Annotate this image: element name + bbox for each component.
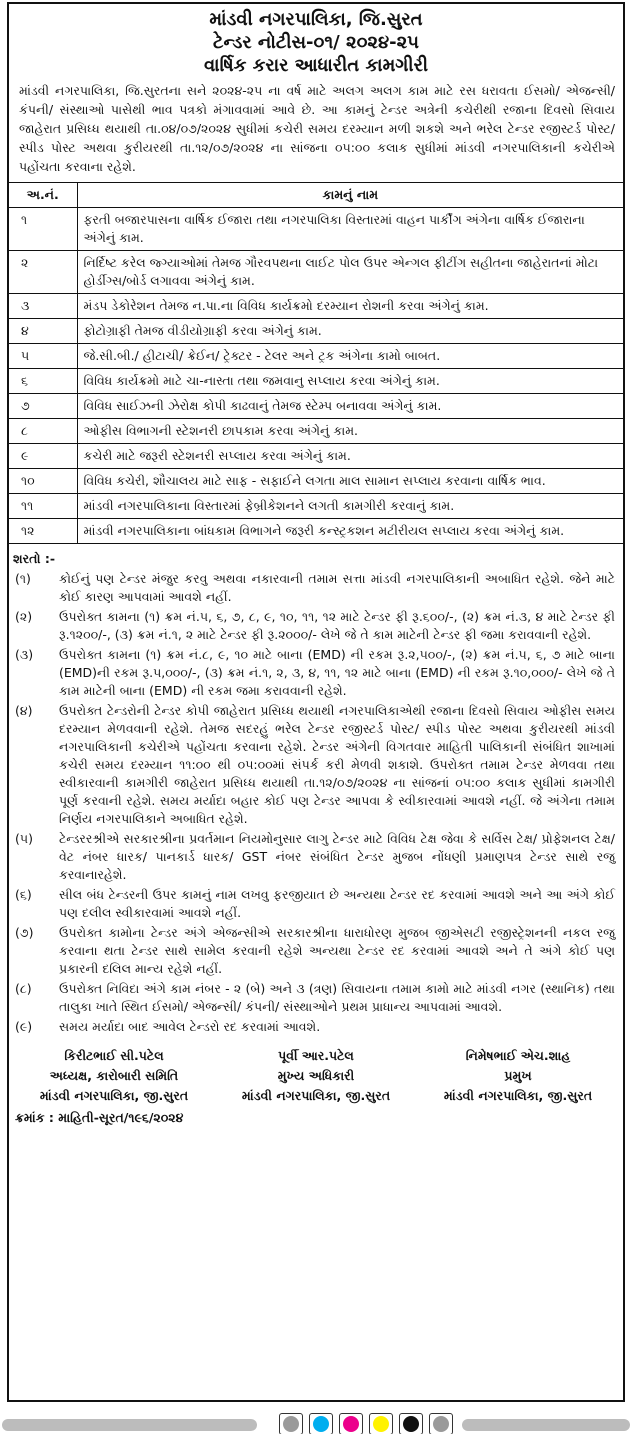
term-item — [13, 608, 615, 644]
term-item — [13, 1018, 615, 1036]
work-number: ૫ — [9, 344, 77, 369]
signatory-org: માંડવી નગરપાલિકા, જી.સુરત — [39, 1088, 189, 1103]
print-bar-right — [462, 1419, 630, 1431]
signatory-name: નિમેષભાઈ એચ.શાહ — [465, 1048, 571, 1063]
signatories — [9, 1042, 623, 1106]
term-number: (૮) — [15, 981, 32, 996]
work-number: ૧૦ — [9, 469, 77, 494]
table-row — [9, 444, 623, 469]
table-row — [9, 369, 623, 394]
term-text: ટેન્ડરરશ્રીએ સરકારશ્રીના પ્રવર્તમાન નિયમોનુસાર લાગુ ટેન્ડર માટે વિવિધ ટેક્ષ જેવા કે સર્વિસ ટેક્ષ/ પ્રોફેશનલ ટેક્ષ/ વેટ નંબર ધારક/ પાનકાર્ડ ધારક/ GST નંબર સંબંધિત ટેન્ડર મુજબ નોંધણી પ્રમાણપત્ર ટેન્ડર સાથે રજુ કરવાનારહેશે. — [59, 831, 615, 882]
work-number: ૧૨ — [9, 519, 77, 544]
table-row — [9, 319, 623, 344]
signatory-name: કિરીટભાઈ સી.પટેલ — [64, 1048, 164, 1063]
reference-number: ક્રમાંક : માહિતી-સૂરત/૧૯૬/૨૦૨૪ — [15, 1110, 184, 1125]
work-number: ૧૧ — [9, 494, 77, 519]
registration-mark — [369, 1413, 393, 1434]
tender-notice-number: ટેન્ડર નોટીસ-૦૧/ ૨૦૨૪-૨૫ — [212, 32, 420, 53]
table-row — [9, 494, 623, 519]
table-row — [9, 344, 623, 369]
term-number: (૯) — [15, 1019, 33, 1034]
work-name: ફરતી બજારપાસના વાર્ષિક ઈજારા તથા નગરપાલિકા વિસ્તારમાં વાહન પાર્કીંગ અંગેના વાર્ષિક ઈજારાના અંગેનું કામ. — [77, 208, 623, 251]
signatory-role: પ્રમુખ — [504, 1068, 532, 1083]
work-number: ૯ — [9, 444, 77, 469]
registration-mark — [399, 1413, 423, 1434]
work-name: કચેરી માટે જરૂરી સ્ટેશનરી સપ્લાય કરવા અંગેનું કામ. — [77, 444, 623, 469]
term-text: ઉપરોક્ત કામના (૧) ક્રમ નં.૮, ૯, ૧૦ માટે બાના (EMD) ની રકમ રૂ.૨,૫૦૦/-, (૨) ક્રમ નં.૫, ૬, ૭ માટે બાના (EMD)ની રકમ રૂ.૫,૦૦૦/-, (૩) ક્રમ નં.૧, ૨, ૩, ૪, ૧૧, ૧૨ માટે બાના (EMD) ની રકમ રૂ.૧૦,૦૦૦/- લેખે જે તે કામ માટેની બાના (EMD) ની રકમ જમા કરાવવાની રહેશે. — [59, 647, 615, 698]
term-item — [13, 924, 615, 978]
term-item — [13, 886, 615, 922]
registration-mark — [429, 1413, 453, 1434]
intro-paragraph: માંડવી નગરપાલિકા, જિ.સુરતના સને ૨૦૨૪-૨૫ ના વર્ષ માટે અલગ અલગ કામ માટે રસ ધરાવતા ઈસમો/ એજન્સી/ કંપની/ સંસ્થાઓ પાસેથી ભાવ પત્રકો મંગાવવામાં આવે છે. આ કામનું ટેન્ડર અત્રેની કચેરીથી રજાના દિવસો સિવાય જાહેરાત પ્રસિધ્ધ થયાથી તા.૦૪/૦૭/૨૦૨૪ સુધીમાં કચેરી સમય દરમ્યાન મળી શકશે અને ભરેલ ટેન્ડર રજીસ્ટર્ડ પોસ્ટ/ સ્પીડ પોસ્ટ અથવા કુરીયરથી તા.૧૨/૦૭/૨૦૨૪ ના સાંજના ૦૫:૦૦ કલાક સુધીમાં માંડવી નગરપાલિકાની કચેરીએ પહોંચતા કરવાના રહેશે. — [19, 83, 615, 174]
color-dot — [313, 1416, 329, 1432]
work-number: ૪ — [9, 319, 77, 344]
signatory-org: માંડવી નગરપાલિકા, જી.સુરત — [443, 1088, 593, 1103]
print-registration-strip — [0, 1410, 632, 1434]
signatory-role: મુખ્ય અધિકારી — [277, 1068, 355, 1083]
color-dot — [373, 1416, 389, 1432]
term-text: ઉપરોક્ત ટેન્ડરોની ટેન્ડર કોપી જાહેરાત પ્રસિધ્ધ થયાથી નગરપાલિકાએથી રજાના દિવસો સિવાય ઓફીસ સમય દરમ્યાન મેળવવાની રહેશે. તેમજ સદરહું ભરેલ ટેન્ડર રજીસ્ટર્ડ પોસ્ટ/ સ્પીડ પોસ્ટ અથવા કુરીયરથી માંડવી નગરપાલિકાની કચેરીએ પહોંચતા કરવાના રહેશે. ટેન્ડર અંગેની વિગતવાર માહિતી પાલિકાની સંબંધિત શાખામાં કચેરી સમય દરમ્યાન ૧૧:૦૦ થી ૦૫:૦૦માં સંપર્ક કરી મેળવી શકાશે. ઉપરોક્ત તમામ ટેન્ડર મેળવવા તથા સ્વીકારવાની કામગીરી જાહેરાત પ્રસિધ્ધ થયાથી તા.૧૨/૦૭/૨૦૨૪ ના સાંજનાં ૦૫:૦૦ કલાક સુધીમાં કામગીરી પૂર્ણ કરવાની રહેશે. સમય મર્યાદા બહાર કોઈ પણ ટેન્ડર આપવા કે સ્વીકારવામાં આવશે નહીં. જે અંગેના તમામ નિર્ણય નગરપાલિકાને અબાધિત રહેશે. — [59, 703, 615, 826]
color-dot — [343, 1416, 359, 1432]
works-table-body — [9, 208, 623, 544]
term-number: (૧) — [15, 571, 31, 586]
table-row — [9, 208, 623, 251]
work-name: વિવિધ કચેરી, શૌચાલય માટે સાફ - સફાઈને લગતા માલ સામાન સપ્લાય કરવાના વાર્ષિક ભાવ. — [77, 469, 623, 494]
work-name: જે.સી.બી./ હીટાચી/ ક્રેઈન/ ટ્રેક્ટર - ટેલર અને ટ્રક અંગેના કામો બાબત. — [77, 344, 623, 369]
term-item — [13, 980, 615, 1016]
signatory-name: પૂર્વી આર.પટેલ — [278, 1048, 354, 1063]
works-table-header — [9, 183, 623, 208]
term-text: કોઈનું પણ ટેન્ડર મંજુર કરવુ અથવા નકારવાની તમામ સત્તા માંડવી નગરપાલિકાની અબાધિત રહેશે. જેને માટે કોઈ કારણ આપવામાં આવશે નહીં. — [59, 571, 615, 604]
term-number: (૪) — [15, 703, 33, 718]
work-name: નિર્દિષ્ટ કરેલ જ્ગ્યાઓમાં તેમજ ગૌરવપથના લાઈટ પોલ ઉપર એન્ગલ ફીટીંગ સહીતના જાહેરાતનાં મોટા હોર્ડીગ્સ/બોર્ડ લગાવવા અંગેનું કામ. — [77, 251, 623, 294]
term-number: (૩) — [15, 647, 34, 662]
term-text: ઉપરોક્ત કામના (૧) ક્રમ નં.૫, ૬, ૭, ૮, ૯, ૧૦, ૧૧, ૧૨ માટે ટેન્ડર ફી રૂ.૬૦૦/-, (૨) ક્રમ નં.૩, ૪ માટે ટેન્ડર ફી રૂ.૧૨૦૦/-, (૩) ક્રમ નં.૧, ૨ માટે ટેન્ડર ફી રૂ.૨૦૦૦/- લેખે જે તે કામ માટેની ટેન્ડર ફી જમા કરાવવાની રહેશે. — [59, 609, 615, 642]
work-name: માંડવી નગરપાલિકાના વિસ્તારમાં ફેબ્રીકેશનને લગતી કામગીરી કરવાનું કામ. — [77, 494, 623, 519]
terms-section — [9, 544, 623, 1042]
work-name: વિવિધ કાર્યક્રમો માટે ચા-નાસ્તા તથા જમવાનુ સપ્લાય કરવા અંગેનું કામ. — [77, 369, 623, 394]
registration-mark — [309, 1413, 333, 1434]
work-number: ૭ — [9, 394, 77, 419]
work-name: માંડવી નગરપાલિકાના બાંધકામ વિભાગને જરૂરી કન્સ્ટ્રકશન મટીરીયલ સપ્લાય કરવા અંગેનું કામ. — [77, 519, 623, 544]
term-text: સમય મર્યાદા બાદ આવેલ ટેન્ડરો રદ કરવામાં આવશે. — [59, 1019, 321, 1034]
work-number: ૩ — [9, 294, 77, 319]
table-row — [9, 394, 623, 419]
term-item — [13, 570, 615, 606]
notice-subject: વાર્ષિક કરાર આધારીત કામગીરી — [203, 55, 429, 76]
notice-heading — [9, 4, 623, 77]
signatory — [13, 1046, 215, 1106]
terms-title: શરતો :- — [13, 551, 56, 566]
signatory — [215, 1046, 417, 1106]
signatory-role: અધ્યક્ષ, કારોબારી સમિતિ — [49, 1068, 179, 1083]
table-row — [9, 519, 623, 544]
term-text: ઉપરોક્ત નિવિદા અંગે કામ નંબર - ૨ (બે) અને ૩ (ત્રણ) સિવાયના તમામ કામો માટે માંડવી નગર (સ્થાનિક) તથા તાલુકા ખાતે સ્થિત ઈસમો/ એજન્સી/ કંપની/ સંસ્થાઓને પ્રથમ પ્રાધાન્ય આપવામાં આવશે. — [59, 981, 615, 1014]
registration-mark — [279, 1413, 303, 1434]
work-number: ૧ — [9, 208, 77, 251]
column-header-work-name: કામનું નામ — [77, 183, 623, 208]
signatory-org: માંડવી નગરપાલિકા, જી.સુરત — [241, 1088, 391, 1103]
work-name: ફોટોગ્રાફી તેમજ વીડીયોગ્રાફી કરવા અંગેનું કામ. — [77, 319, 623, 344]
registration-mark — [339, 1413, 363, 1434]
work-number: ૬ — [9, 369, 77, 394]
signatory — [417, 1046, 619, 1106]
term-number: (૭) — [15, 925, 34, 940]
table-row — [9, 294, 623, 319]
color-dot — [283, 1416, 299, 1432]
column-header-number: અ.નં. — [9, 183, 77, 208]
term-item — [13, 646, 615, 700]
term-text: સીલ બંધ ટેન્ડરની ઉપર કામનું નામ લખવુ ફરજીયાત છે અન્યથા ટેન્ડર રદ કરવામાં આવશે અને આ અંગે કોઈ પણ દલીલ સ્વીકારવામાં આવશે નહીં. — [59, 887, 615, 920]
term-text: ઉપરોક્ત કામોના ટેન્ડર અંગે એજન્સીએ સરકારશ્રીના ધારાધોરણ મુજબ જીએસટી રજીસ્ટ્રેશનની નકલ રજુ કરવાના થતા ટેન્ડર સાથે સામેલ કરવાની રહેશે અન્યથા ટેન્ડર રદ કરવામાં આવશે અને તે અંગે કોઈ પણ પ્રકારની દલિલ માન્ય રહેશે નહીં. — [59, 925, 615, 976]
term-number: (૬) — [15, 887, 32, 902]
term-item — [13, 830, 615, 884]
works-table — [9, 182, 623, 544]
term-item — [13, 702, 615, 828]
work-number: ૨ — [9, 251, 77, 294]
work-number: ૮ — [9, 419, 77, 444]
work-name: ઓફીસ વિભાગની સ્ટેશનરી છાપકામ કરવા અંગેનું કામ. — [77, 419, 623, 444]
terms-list — [13, 570, 615, 1036]
color-dot — [403, 1416, 419, 1432]
tender-notice — [7, 2, 625, 1402]
municipality-title: માંડવી નગરપાલિકા, જિ.સુરત — [209, 9, 423, 30]
term-number: (૫) — [15, 831, 33, 846]
table-row — [9, 251, 623, 294]
color-dot — [433, 1416, 449, 1432]
work-name: વિવિધ સાઈઝની ઝેરોક્ષ કોપી કાઢવાનું તેમજ સ્ટેમ્પ બનાવવા અંગેનું કામ. — [77, 394, 623, 419]
print-bar-left — [2, 1419, 257, 1431]
table-row — [9, 419, 623, 444]
work-name: મંડપ ડેકોરેશન તેમજ ન.પા.ના વિવિધ કાર્યક્રમો દરમ્યાન રોશની કરવા અંગેનું કામ. — [77, 294, 623, 319]
term-number: (૨) — [15, 609, 33, 624]
table-row — [9, 469, 623, 494]
